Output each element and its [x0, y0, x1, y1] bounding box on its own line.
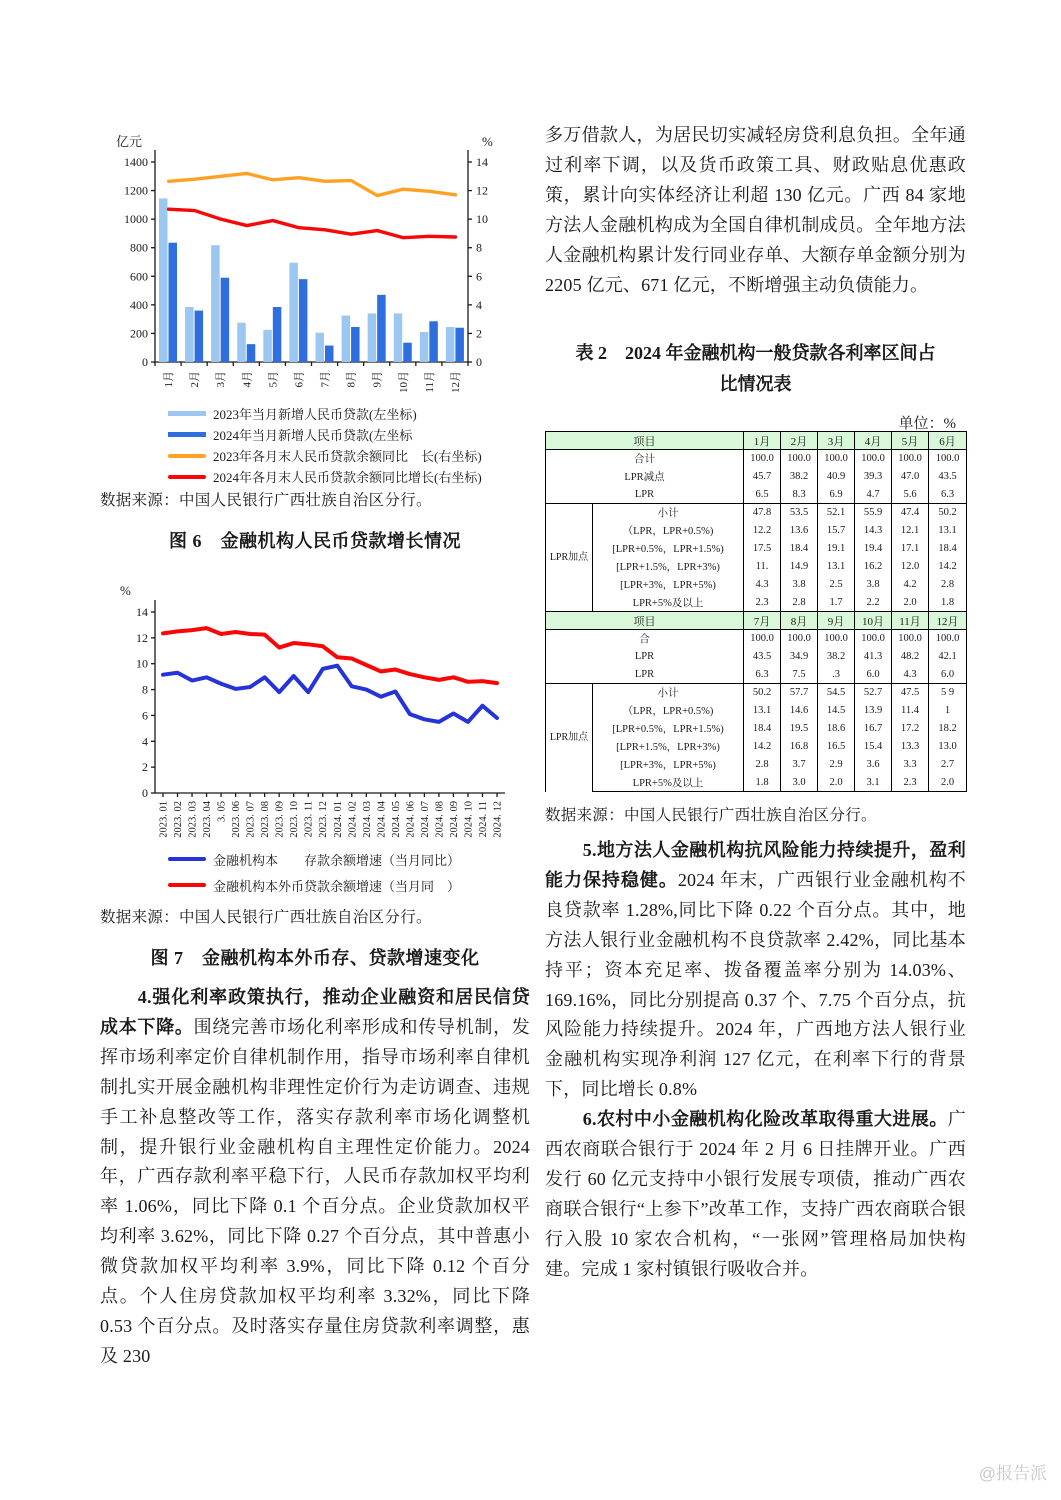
- legend-swatch: [168, 411, 206, 416]
- header-item: 项目: [546, 612, 744, 630]
- value-cell: 14.5: [818, 702, 855, 720]
- row-label: 合计: [634, 454, 655, 466]
- header-month: 10月: [855, 612, 892, 630]
- row-group-label: LPR加点: [546, 684, 593, 792]
- value-cell: 43.5: [744, 648, 781, 666]
- value-cell: 4.3: [892, 666, 929, 684]
- value-cell: 18.6: [818, 720, 855, 738]
- value-cell: 100.0: [855, 450, 892, 468]
- value-cell: 5 9: [929, 684, 967, 702]
- svg-text:6: 6: [476, 269, 482, 284]
- value-cell: 50.2: [744, 684, 781, 702]
- value-cell: 3.1: [855, 774, 892, 792]
- value-cell: 13.1: [929, 522, 967, 540]
- value-cell: 2.0: [818, 774, 855, 792]
- svg-text:8月: 8月: [345, 371, 358, 388]
- deposit-growth-line: [163, 666, 497, 722]
- header-month: 2月: [781, 432, 818, 450]
- value-cell: 34.9: [781, 648, 818, 666]
- svg-text:6月: 6月: [293, 371, 306, 388]
- row-label: [LPR+0.5%，LPR+1.5%): [612, 724, 724, 735]
- value-cell: 100.0: [818, 450, 855, 468]
- value-cell: 4.2: [892, 576, 929, 594]
- svg-text:0: 0: [476, 355, 482, 369]
- value-cell: 38.2: [818, 648, 855, 666]
- row-label: （LPR，LPR+0.5%): [622, 526, 714, 537]
- value-cell: 40.9: [818, 468, 855, 486]
- svg-text:12: 12: [476, 183, 488, 198]
- value-cell: 2.3: [744, 594, 781, 612]
- value-cell: 15.7: [818, 522, 855, 540]
- value-cell: 38.2: [781, 468, 818, 486]
- svg-text:2023. 07: 2023. 07: [245, 801, 257, 838]
- value-cell: 16.8: [781, 738, 818, 756]
- figure7-line-chart: [100, 573, 530, 868]
- value-cell: 14.9: [781, 558, 818, 576]
- value-cell: 100.0: [744, 630, 781, 648]
- table-row: [546, 468, 967, 486]
- svg-text:2024. 09: 2024. 09: [448, 801, 460, 838]
- table2-rate-distribution: [545, 431, 967, 792]
- value-cell: 4.7: [855, 486, 892, 504]
- value-cell: 3.0: [781, 774, 818, 792]
- svg-text:2023. 12: 2023. 12: [318, 801, 330, 838]
- table-row: [546, 684, 967, 702]
- legend-label: 金融机构本外币贷款余额增速（当月同 ）: [213, 878, 461, 894]
- svg-text:2024. 04: 2024. 04: [376, 801, 388, 838]
- value-cell: 2.0: [929, 774, 967, 792]
- value-cell: 100.0: [892, 450, 929, 468]
- value-cell: 14.3: [855, 522, 892, 540]
- svg-text:12: 12: [136, 630, 148, 645]
- value-cell: 1: [929, 702, 967, 720]
- x-axis-labels: [162, 371, 462, 393]
- value-cell: 13.6: [781, 522, 818, 540]
- paragraph-6: [545, 1105, 966, 1284]
- svg-text:2023. 02: 2023. 02: [173, 801, 185, 838]
- row-label: LPR: [634, 668, 655, 680]
- value-cell: 100.0: [855, 630, 892, 648]
- svg-text:2023. 10: 2023. 10: [289, 801, 301, 838]
- svg-text:800: 800: [130, 240, 148, 255]
- value-cell: 18.4: [744, 720, 781, 738]
- paragraph-6-body: 广西农商联合银行于 2024 年 2 月 6 日挂牌开业。广西发行 60 亿元支持中小银行发展专项债，推动广西农商联合银行“上参下”改革工作，支持广西农商联合银行入股 10 家农合机构，“一张网”管理格局加快构建。完成 1 家村镇银行吸收合并。: [545, 1109, 966, 1279]
- value-cell: 19.4: [855, 540, 892, 558]
- legend-swatch: [168, 883, 206, 887]
- value-cell: 2.7: [929, 756, 967, 774]
- value-cell: 8.3: [781, 486, 818, 504]
- value-cell: 42.1: [929, 648, 967, 666]
- value-cell: 53.5: [781, 504, 818, 522]
- svg-text:2024. 01: 2024. 01: [332, 801, 344, 838]
- paragraph-6-lead: 6.农村中小金融机构化险改革取得重大进展。: [582, 1109, 948, 1130]
- value-cell: 12.2: [744, 522, 781, 540]
- table2-source: 数据来源：中国人民银行广西壮族自治区分行。: [545, 807, 877, 824]
- legend-swatch: [168, 857, 206, 861]
- svg-text:2024. 10: 2024. 10: [463, 801, 475, 838]
- table2-title-line2: 比情况表: [719, 374, 792, 394]
- row-label: LPR减点: [624, 472, 665, 483]
- table-header-row: [546, 432, 967, 450]
- value-cell: 2.3: [892, 774, 929, 792]
- table2-unit: 单位：%: [898, 416, 956, 432]
- header-month: 7月: [744, 612, 781, 630]
- svg-text:2023. 06: 2023. 06: [231, 801, 243, 838]
- value-cell: 41.3: [855, 648, 892, 666]
- legend-swatch: [168, 475, 206, 479]
- svg-text:2023. 01: 2023. 01: [158, 801, 170, 838]
- value-cell: 12.0: [892, 558, 929, 576]
- value-cell: 2.2: [855, 594, 892, 612]
- svg-text:11月: 11月: [423, 371, 436, 393]
- value-cell: 100.0: [929, 630, 967, 648]
- value-cell: 1.8: [929, 594, 967, 612]
- value-cell: .3: [818, 666, 855, 684]
- value-cell: 57.7: [781, 684, 818, 702]
- value-cell: 6.3: [929, 486, 967, 504]
- value-cell: 50.2: [929, 504, 967, 522]
- table-row: [546, 666, 967, 684]
- value-cell: 3.8: [855, 576, 892, 594]
- value-cell: 2.8: [744, 756, 781, 774]
- right-column: [545, 0, 966, 1500]
- legend-label: 2023年各月末人民币贷款余额同比 长(右坐标): [213, 449, 482, 464]
- legend-item: [168, 466, 482, 487]
- value-cell: 12.1: [892, 522, 929, 540]
- svg-text:400: 400: [130, 297, 148, 312]
- legend-label: 金融机构本 存款余额增速（当月同比）: [213, 852, 461, 868]
- figure7-caption: 图 7 金融机构本外币存、贷款增速变化: [150, 948, 480, 968]
- row-label: LPR: [634, 651, 655, 662]
- svg-text:8: 8: [476, 240, 482, 255]
- paragraph-5: [545, 836, 966, 1105]
- watermark: @报告派: [978, 1464, 1047, 1483]
- value-cell: 13.1: [818, 558, 855, 576]
- value-cell: 100.0: [781, 630, 818, 648]
- header-month: 3月: [818, 432, 855, 450]
- right-axis-title: %: [482, 134, 493, 149]
- value-cell: 11.: [744, 558, 781, 576]
- svg-text:2024. 11: 2024. 11: [477, 801, 489, 838]
- value-cell: 18.2: [929, 720, 967, 738]
- table-row: [546, 540, 967, 558]
- svg-text:2023. 11: 2023. 11: [303, 801, 315, 838]
- svg-text:1000: 1000: [124, 212, 148, 227]
- left-axis-title: 亿元: [116, 134, 143, 149]
- value-cell: 16.5: [818, 738, 855, 756]
- svg-text:2月: 2月: [189, 371, 202, 388]
- paragraph-5-body: 2024 年末，广西银行业金融机构不良贷款率 1.28%,同比下降 0.22 个百分点。其中，地方法人银行业金融机构不良贷款率 2.42%，同比基本持平；资本充足率、拨备覆盖率分别为 14.03%、169.16%，同比分别提高 0.37 个、7.75 个百分点，抗风险能力持续提升。2024 年，广西地方法人银行业金融机构实现净利润 127 亿元，在利率下行的背景下，同比增长 0.8%: [545, 869, 966, 1100]
- header-month: 12月: [929, 612, 967, 630]
- value-cell: 3.8: [781, 576, 818, 594]
- value-cell: 6.5: [744, 486, 781, 504]
- value-cell: 1.7: [818, 594, 855, 612]
- row-group-label: LPR加点: [546, 504, 593, 612]
- row-label: [LPR+1.5%，LPR+3%): [616, 562, 720, 573]
- legend-item: [168, 424, 482, 445]
- svg-text:3. 05: 3. 05: [216, 801, 228, 822]
- paragraph-4: [100, 983, 530, 1372]
- value-cell: 13.3: [892, 738, 929, 756]
- value-cell: 11.4: [892, 702, 929, 720]
- value-cell: 100.0: [929, 450, 967, 468]
- header-month: 5月: [892, 432, 929, 450]
- value-cell: 13.9: [855, 702, 892, 720]
- value-cell: 16.2: [855, 558, 892, 576]
- value-cell: 45.7: [744, 468, 781, 486]
- value-cell: 16.7: [855, 720, 892, 738]
- value-cell: 5.6: [892, 486, 929, 504]
- svg-text:2024. 05: 2024. 05: [390, 801, 402, 838]
- row-label: 小计: [593, 684, 744, 702]
- value-cell: 100.0: [781, 450, 818, 468]
- svg-text:1月: 1月: [163, 371, 176, 388]
- legend-item: [168, 403, 482, 424]
- row-label: （LPR，LPR+0.5%): [622, 706, 714, 717]
- line-2024: [169, 209, 456, 238]
- table-row: [546, 738, 967, 756]
- table-row: [546, 630, 967, 648]
- table-row: [546, 774, 967, 792]
- table-row: [546, 486, 967, 504]
- value-cell: 3.7: [781, 756, 818, 774]
- table-row: [546, 576, 967, 594]
- value-cell: 100.0: [744, 450, 781, 468]
- legend-item: [168, 846, 460, 872]
- row-label: [LPR+1.5%，LPR+3%): [616, 742, 720, 753]
- svg-text:4月: 4月: [241, 371, 254, 388]
- value-cell: 100.0: [818, 630, 855, 648]
- header-month: 6月: [929, 432, 967, 450]
- legend-label: 2024年各月末人民币贷款余额同比增长(右坐标): [213, 470, 482, 485]
- svg-text:2024. 07: 2024. 07: [419, 801, 431, 838]
- legend-swatch: [168, 454, 206, 458]
- paragraph-5-lead: 5.地方法人金融机构抗风险能力持续提升，盈利能力保持稳健。: [545, 840, 966, 890]
- svg-text:2023. 04: 2023. 04: [202, 801, 214, 838]
- value-cell: 47.4: [892, 504, 929, 522]
- svg-text:2023. 08: 2023. 08: [260, 801, 272, 838]
- figure6-bar-line-chart: [100, 122, 530, 406]
- svg-text:1400: 1400: [124, 155, 148, 169]
- svg-text:6: 6: [142, 708, 148, 723]
- table-row: [546, 720, 967, 738]
- row-label: [LPR+3%，LPR+5%): [620, 760, 716, 771]
- row-label: 合: [639, 634, 650, 646]
- svg-text:2: 2: [142, 760, 148, 775]
- svg-text:2024. 02: 2024. 02: [347, 801, 359, 838]
- figure6-legend: [168, 403, 482, 487]
- value-cell: 6.0: [929, 666, 967, 684]
- svg-text:2023. 03: 2023. 03: [187, 801, 199, 838]
- table-row: [546, 648, 967, 666]
- row-label: [LPR+0.5%，LPR+1.5%): [612, 544, 724, 555]
- value-cell: 2.0: [892, 594, 929, 612]
- value-cell: 52.1: [818, 504, 855, 522]
- svg-text:14: 14: [136, 605, 148, 619]
- value-cell: 2.5: [818, 576, 855, 594]
- value-cell: 3.3: [892, 756, 929, 774]
- svg-text:600: 600: [130, 269, 148, 284]
- x-axis-labels: [159, 800, 504, 838]
- y-axis-title: %: [120, 583, 131, 598]
- value-cell: 14.6: [781, 702, 818, 720]
- svg-text:4: 4: [142, 734, 148, 749]
- value-cell: 39.3: [855, 468, 892, 486]
- svg-text:14: 14: [476, 155, 488, 169]
- value-cell: 7.5: [781, 666, 818, 684]
- value-cell: 47.8: [744, 504, 781, 522]
- value-cell: 43.5: [929, 468, 967, 486]
- header-month: 1月: [744, 432, 781, 450]
- svg-text:200: 200: [130, 326, 148, 341]
- header-month: 4月: [855, 432, 892, 450]
- table-row: [546, 594, 967, 612]
- value-cell: 6.9: [818, 486, 855, 504]
- row-label: LPR: [634, 488, 655, 500]
- value-cell: 19.1: [818, 540, 855, 558]
- table2-title: [545, 338, 966, 400]
- legend-item: [168, 445, 482, 466]
- header-month: 11月: [892, 612, 929, 630]
- svg-text:9月: 9月: [371, 371, 384, 388]
- value-cell: 17.5: [744, 540, 781, 558]
- figure7-legend: [168, 846, 460, 898]
- row-label: 小计: [593, 504, 744, 522]
- table-row: [546, 756, 967, 774]
- value-cell: 4.3: [744, 576, 781, 594]
- value-cell: 54.5: [818, 684, 855, 702]
- svg-text:2: 2: [476, 326, 482, 341]
- svg-text:12月: 12月: [449, 371, 462, 393]
- value-cell: 47.0: [892, 468, 929, 486]
- value-cell: 55.9: [855, 504, 892, 522]
- legend-item: [168, 872, 460, 898]
- legend-swatch: [168, 432, 206, 437]
- value-cell: 2.9: [818, 756, 855, 774]
- figure6-source: 数据来源：中国人民银行广西壮族自治区分行。: [100, 492, 432, 509]
- svg-text:2024. 03: 2024. 03: [361, 801, 373, 838]
- svg-text:10: 10: [136, 656, 148, 671]
- svg-text:10月: 10月: [397, 371, 410, 393]
- svg-text:3月: 3月: [215, 371, 228, 388]
- svg-text:2024. 08: 2024. 08: [434, 801, 446, 838]
- svg-text:0: 0: [142, 355, 148, 369]
- value-cell: 6.3: [744, 666, 781, 684]
- svg-text:2023. 09: 2023. 09: [274, 801, 286, 838]
- paragraph-4-lead: 4.强化利率政策执行，推动企业融资和居民信贷成本下降。: [100, 987, 530, 1037]
- row-label: LPR+5%及以上: [593, 594, 744, 612]
- svg-text:5月: 5月: [267, 371, 280, 388]
- value-cell: 100.0: [892, 630, 929, 648]
- value-cell: 18.4: [929, 540, 967, 558]
- table2-title-line1: 表 2 2024 年金融机构一般贷款各利率区间占: [575, 343, 936, 363]
- value-cell: 17.1: [892, 540, 929, 558]
- value-cell: 14.2: [744, 738, 781, 756]
- table-header-row: [546, 612, 967, 630]
- header-month: 8月: [781, 612, 818, 630]
- svg-text:10: 10: [476, 212, 488, 227]
- legend-label: 2023年当月新增人民币贷款(左坐标): [213, 407, 417, 422]
- row-label: LPR+5%及以上: [593, 774, 744, 792]
- line-2023: [169, 173, 456, 195]
- paragraph-continuation: 多万借款人，为居民切实减轻房贷利息负担。全年通过利率下调，以及货币政策工具、财政贴息优惠政策，累计向实体经济让利超 130 亿元。广西 84 家地方法人金融机构成为全国自律机制成员。全年地方法人金融机构累计发行同业存单、大额存单金额分别为 2205 亿元、671 亿元，不断增强主动负债能力。: [545, 125, 966, 295]
- value-cell: 17.2: [892, 720, 929, 738]
- value-cell: 48.2: [892, 648, 929, 666]
- value-cell: 14.2: [929, 558, 967, 576]
- left-column: [100, 0, 530, 1500]
- loan-growth-line: [163, 628, 497, 683]
- right-text-flow: [545, 836, 966, 1285]
- value-cell: 3.6: [855, 756, 892, 774]
- table-row: [546, 522, 967, 540]
- table-row: [546, 558, 967, 576]
- svg-text:2024. 06: 2024. 06: [405, 801, 417, 838]
- value-cell: 15.4: [855, 738, 892, 756]
- row-label: [LPR+3%，LPR+5%): [620, 580, 716, 591]
- value-cell: 6.0: [855, 666, 892, 684]
- svg-text:1200: 1200: [124, 183, 148, 198]
- figure6-caption: 图 6 金融机构人民币贷款增长情况: [169, 531, 461, 551]
- value-cell: 13.1: [744, 702, 781, 720]
- legend-label: 2024年当月新增人民币贷款(左坐标: [213, 428, 413, 443]
- svg-text:2024. 12: 2024. 12: [492, 801, 504, 838]
- svg-text:0: 0: [142, 786, 148, 800]
- value-cell: 52.7: [855, 684, 892, 702]
- header-month: 9月: [818, 612, 855, 630]
- value-cell: 47.5: [892, 684, 929, 702]
- value-cell: 13.0: [929, 738, 967, 756]
- svg-text:4: 4: [476, 297, 482, 312]
- value-cell: 18.4: [781, 540, 818, 558]
- figure7-source: 数据来源：中国人民银行广西壮族自治区分行。: [100, 909, 432, 926]
- header-item: 项目: [546, 432, 744, 450]
- svg-text:7月: 7月: [319, 371, 332, 388]
- value-cell: 2.8: [929, 576, 967, 594]
- value-cell: 2.8: [781, 594, 818, 612]
- value-cell: 1.8: [744, 774, 781, 792]
- table-row: [546, 504, 967, 522]
- paragraph-4-body: 围绕完善市场化利率形成和传导机制，发挥市场利率定价自律机制作用，指导市场利率自律机制扎实开展金融机构非理性定价行为走访调查、违规手工补息整改等工作，落实存款利率市场化调整机制，提升银行业金融机构自主理性定价能力。2024 年，广西存款利率平稳下行，人民币存款加权平均利率 1.06%，同比下降 0.1 个百分点。企业贷款加权平均利率 3.62%，同比下降 0.27 个百分点，其中普惠小微贷款加权平均利率 3.9%，同比下降 0.12 个百分点。个人住房贷款加权平均利率 3.32%，同比下降 0.53 个百分点。及时落实存量住房贷款利率调整，惠及 230: [100, 1016, 530, 1366]
- table-row: [546, 702, 967, 720]
- value-cell: 19.5: [781, 720, 818, 738]
- table-row: [546, 450, 967, 468]
- svg-text:8: 8: [142, 682, 148, 697]
